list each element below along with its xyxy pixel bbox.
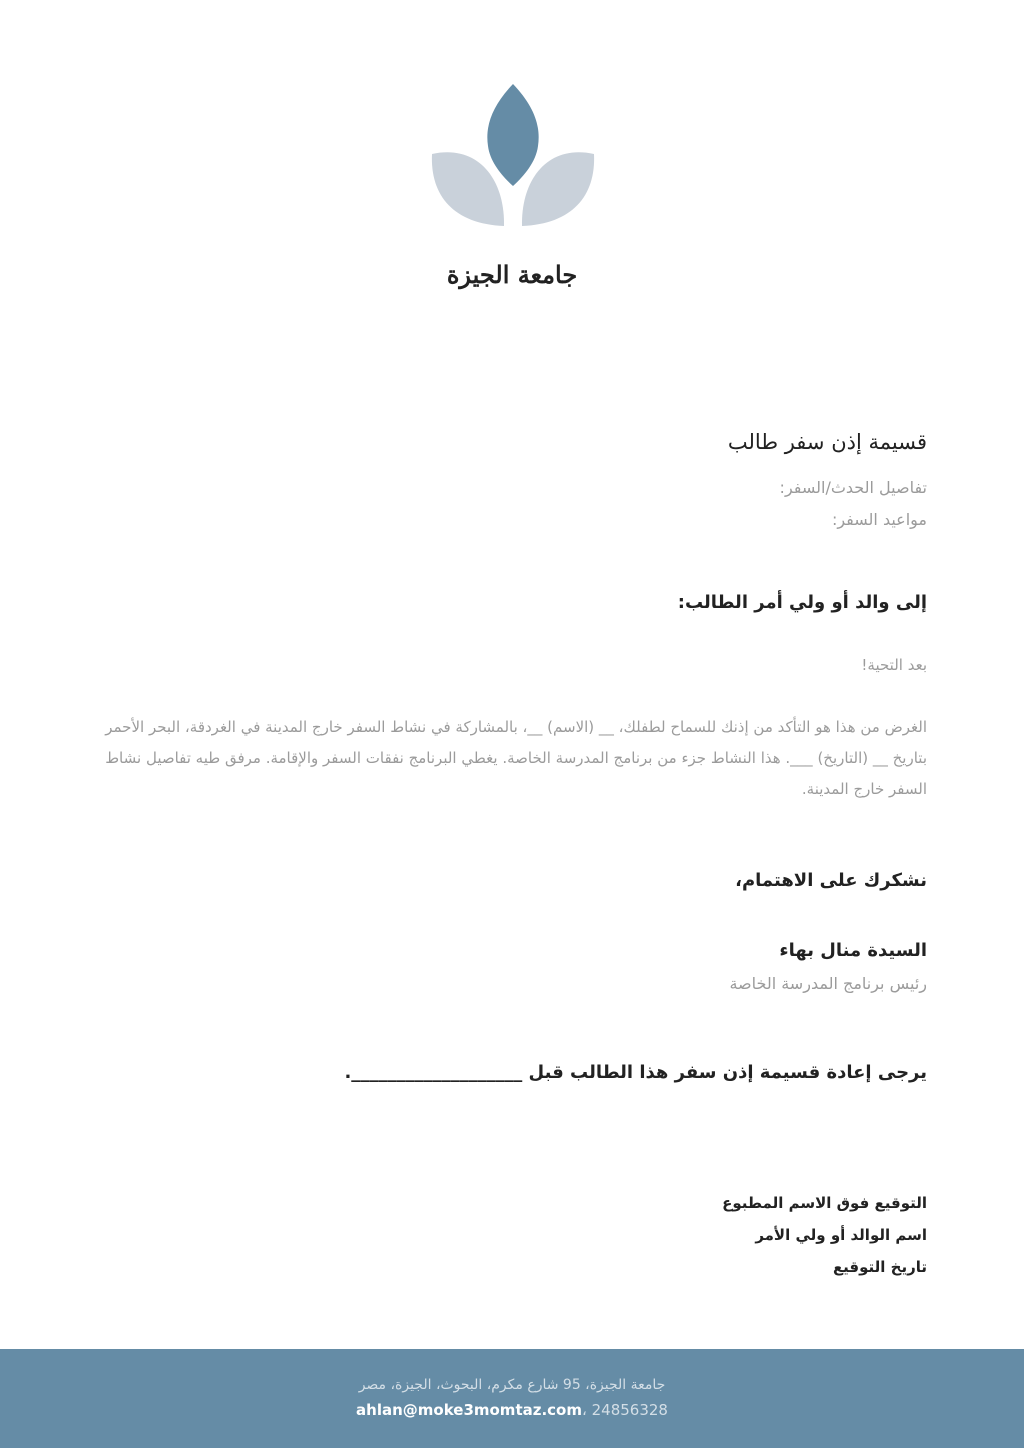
form-title: قسيمة إذن سفر طالب (727, 430, 927, 454)
signer-title: رئيس برنامج المدرسة الخاصة (729, 974, 927, 993)
travel-dates-label: مواعيد السفر: (831, 510, 927, 529)
signature-line-label: التوقيع فوق الاسم المطبوع (722, 1194, 927, 1212)
signer-name: السيدة منال بهاء (779, 940, 927, 961)
footer (0, 1349, 1024, 1448)
closing-thanks: نشكرك على الاهتمام، (735, 870, 927, 891)
parent-name-label: اسم الوالد أو ولي الأمر (755, 1226, 927, 1244)
signature-date-label: تاريخ التوقيع (832, 1258, 927, 1276)
letter-body: الغرض من هذا هو التأكد من إذنك للسماح لطفلك، __ (الاسم) __، بالمشاركة في نشاط السفر خارج المدينة في الغردقة، البحر الأحمر بتاريخ __ (التاريخ) ___. هذا النشاط جزء من برنامج المدرسة الخاصة. يغطي البرنامج نفقات السفر والإقامة. مرفق طيه تفاصيل نشاط السفر خارج المدينة. (105, 718, 927, 798)
footer-contact (0, 1401, 1024, 1419)
greeting: بعد التحية! (861, 656, 927, 674)
footer-address: جامعة الجيزة، 95 شارع مكرم، البحوث، الجيزة، مصر (358, 1377, 666, 1393)
footer-phone: ، 24856328 (582, 1401, 668, 1419)
event-details-label: تفاصيل الحدث/السفر: (779, 478, 927, 497)
return-instruction: يرجى إعادة قسيمة إذن سفر هذا الطالب قبل ___________________. (344, 1062, 927, 1083)
recipient-heading: إلى والد أو ولي أمر الطالب: (677, 592, 927, 613)
lotus-leaves-icon (430, 84, 596, 228)
footer-email[interactable]: ahlan@moke3momtaz.com (356, 1401, 582, 1419)
org-name: جامعة الجيزة (446, 260, 578, 289)
